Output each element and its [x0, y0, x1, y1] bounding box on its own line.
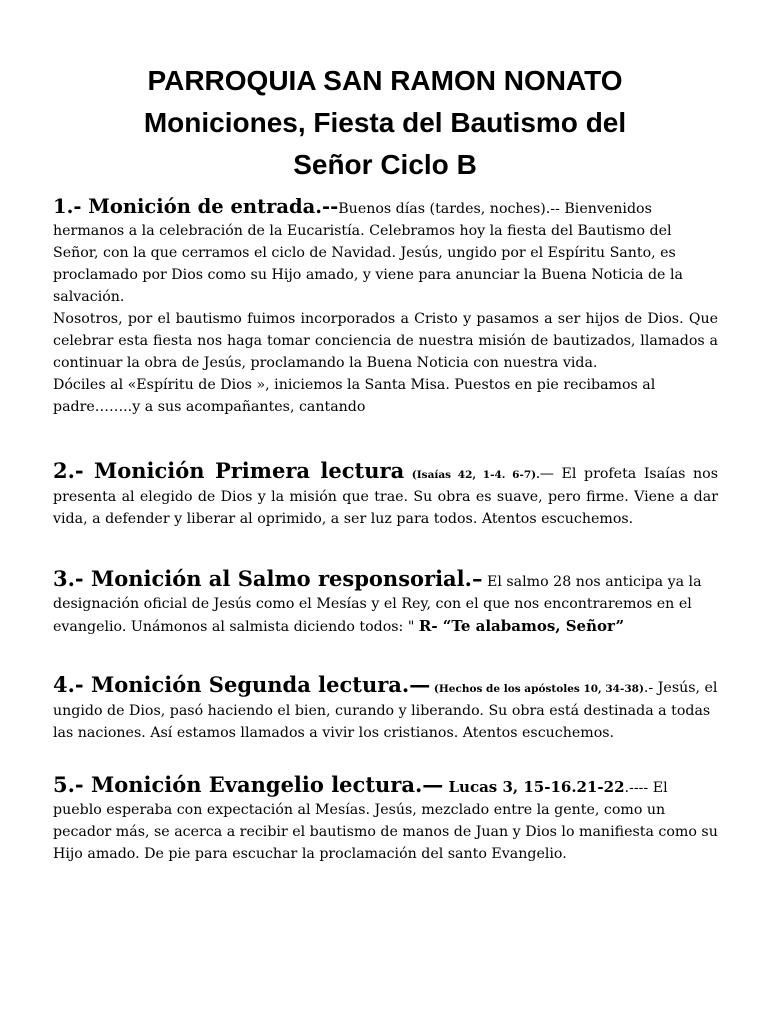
primera-reference: (Isaías 42, 1-4. 6-7).: [411, 469, 540, 481]
primera-paragraph: [53, 460, 718, 530]
evangelio-paragraph: [53, 774, 718, 865]
section-primera-lectura: [53, 460, 718, 530]
section-salmo: [53, 568, 718, 638]
section-evangelio: [53, 774, 718, 865]
segunda-reference: (Hechos de los apóstoles 10, 34-38): [430, 683, 644, 695]
segunda-paragraph: [53, 674, 718, 744]
entrada-heading: 1.- Monición de entrada.--: [53, 195, 339, 218]
salmo-paragraph: [53, 568, 718, 638]
salmo-response: R- “Te alabamos, Señor”: [418, 617, 625, 635]
primera-heading: 2.- Monición Primera lectura: [53, 458, 405, 483]
parish-title: PARROQUIA SAN RAMON NONATO: [147, 65, 623, 96]
evangelio-reference: Lucas 3, 15-16.21-22: [443, 778, 625, 796]
salmo-heading: 3.- Monición al Salmo responsorial.–: [53, 566, 483, 591]
entrada-paragraph-2: Nosotros, por el bautismo fuimos incorporados a Cristo y pasamos a ser hijos de Dios. Que celebrar esta fiesta nos haga tomar conciencia de nuestra misión de bautizados, llamados a continuar la obra de Jesús, proclamando la Buena Noticia con nuestra vida.: [53, 311, 718, 371]
document-title-line2: Señor Ciclo B: [293, 149, 477, 180]
segunda-heading: 4.- Monición Segunda lectura.—: [53, 672, 431, 697]
evangelio-text: .---- El pueblo esperaba con expectación al Mesías. Jesús, mezclado entre la gente, como un pecador más, se acerca a recibir el bautismo de manos de Juan y Dios lo manifiesta como su Hijo amado. De pie para escuchar la proclamación del santo Evangelio.: [53, 780, 718, 862]
primera-text: — El profeta Isaías nos presenta al elegido de Dios y la misión que trae. Su obra es suave, pero firme. Viene a dar vida, a defender y liberar al oprimido, a ser luz para todos. Atentos escuchemos.: [53, 466, 718, 527]
document-title-line1: Moniciones, Fiesta del Bautismo del: [143, 107, 627, 138]
entrada-paragraph-3: Dóciles al «Espíritu de Dios », iniciemos la Santa Misa. Puestos en pie recibamos al padre……..y a sus acompañantes, cantando: [53, 377, 656, 415]
section-segunda-lectura: [53, 674, 718, 744]
salmo-text: El salmo 28 nos anticipa ya la designación oficial de Jesús como el Mesías y el Rey, con el que nos encontraremos en el evangelio. Unámonos al salmista diciendo todos: ": [53, 574, 702, 635]
evangelio-heading: 5.- Monición Evangelio lectura.—: [53, 772, 444, 797]
segunda-text: .- Jesús, el ungido de Dios, pasó haciendo el bien, curando y liberando. Su obra está destinada a todas las naciones. Así estamos llamados a vivir los cristianos. Atentos escuchemos.: [53, 680, 718, 741]
entrada-paragraph-1: [53, 196, 718, 308]
entrada-text-1: Buenos días (tardes, noches).-- Bienvenidos hermanos a la celebración de la Eucaristía. Celebramos hoy la fiesta del Bautismo del Señor, con la que cerramos el ciclo de Navidad. Jesús, ungido por el Espíritu Santo, es proclamado por Dios como su Hijo amado, y viene para anunciar la Buena Noticia de la salvación.: [53, 201, 683, 305]
section-entrada: [53, 196, 718, 418]
